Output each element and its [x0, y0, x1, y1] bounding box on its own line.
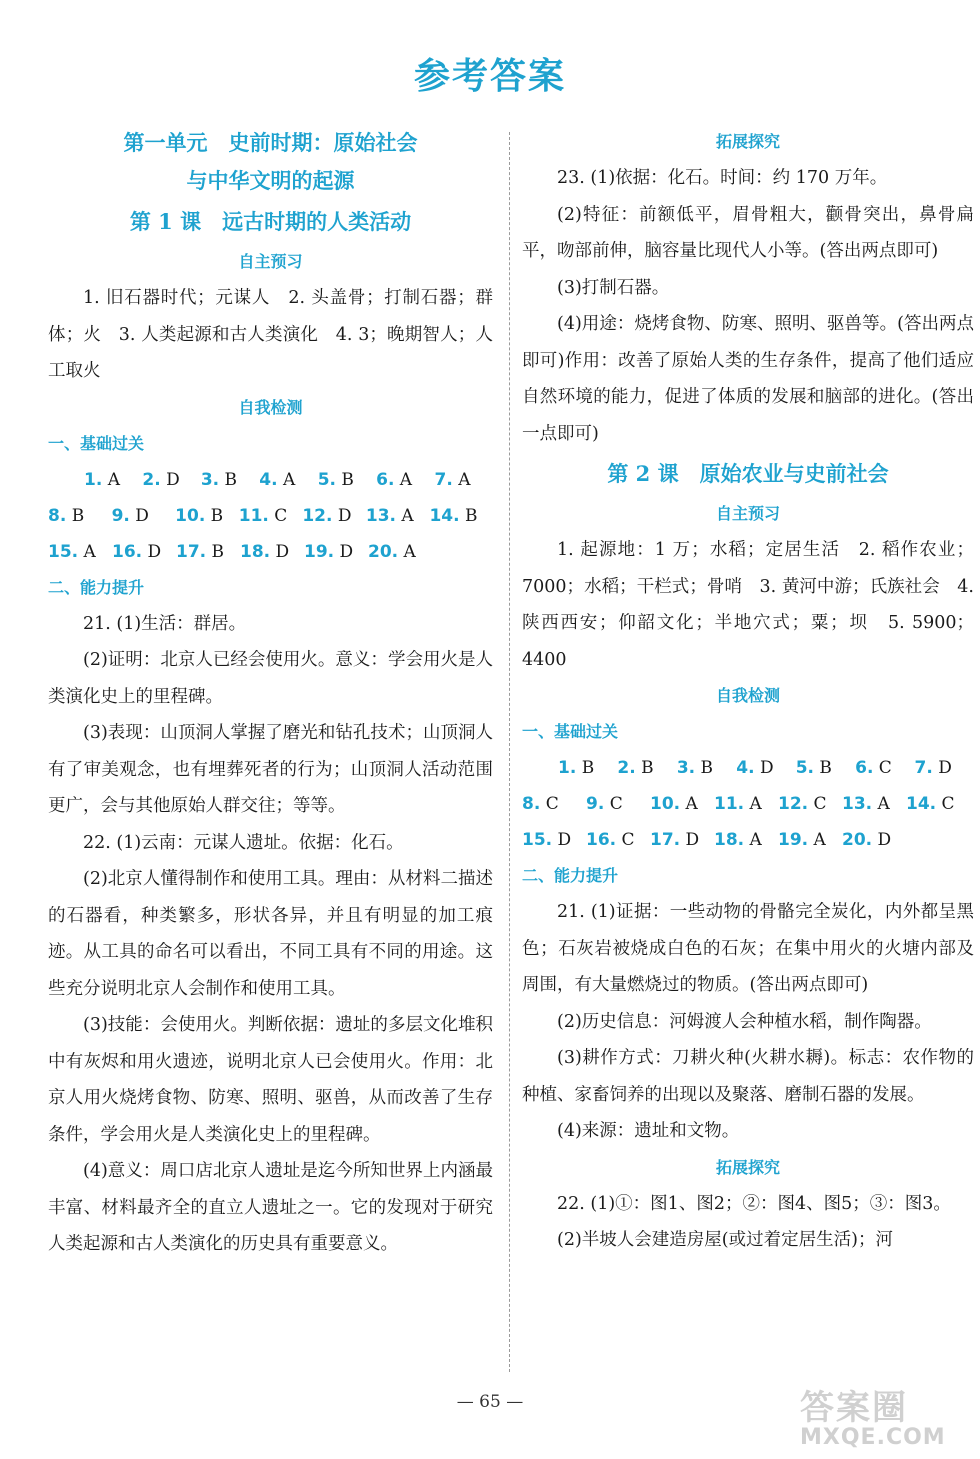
mc-number: 10. — [650, 794, 681, 814]
q23-line: 23. (1)依据：化石。时间：约 170 万年。 — [557, 168, 888, 188]
q21-line: (3)表现：山顶洞人掌握了磨光和钻孔技术；山顶洞人有了审美观念，也有埋葬死者的行为；山顶洞人活动范围更广，会与其他原始人群交往；等等。 — [48, 723, 493, 816]
q22-line: (2)北京人懂得制作和使用工具。理由：从材料二描述的石器看，种类繁多，形状各异，并且有明显的加工痕迹。从工具的命名可以看出，不同工具有不同的用途。这些充分说明北京人会制作和使用工具。 — [48, 869, 493, 999]
mc-answer — [48, 498, 112, 534]
mc-answer — [778, 786, 842, 822]
mc-letter: D — [754, 758, 774, 778]
mc-answer — [778, 822, 842, 858]
mc-letter: A — [277, 469, 296, 490]
mc-row — [522, 822, 974, 858]
mc-number: 9. — [111, 505, 130, 526]
column-divider — [509, 132, 510, 1372]
mc-letter: B — [206, 541, 225, 562]
q21-line: (3)耕作方式：刀耕火种(火耕水耨)。标志：农作物的种植、家畜饲养的出现以及聚落、磨制石器的发展。 — [522, 1048, 974, 1105]
mc-answer — [112, 498, 176, 534]
q23-line: (2)特征：前额低平，眉骨粗大，颧骨突出，鼻骨扁平，吻部前伸，脑容量比现代人小等。(答出两点即可) — [522, 204, 974, 261]
q22-line: (2)半坡人会建造房屋(或过着定居生活)；河 — [557, 1230, 893, 1250]
ability-heading: 二、能力提升 — [48, 577, 145, 597]
mc-number: 19. — [304, 541, 335, 562]
mc-row — [522, 750, 974, 786]
mc-answer — [558, 750, 617, 786]
mc-answer — [318, 462, 376, 498]
mc-number: 12. — [302, 505, 333, 526]
mc-letter: B — [576, 758, 595, 778]
mc-answer — [906, 786, 970, 822]
mc-answer — [677, 750, 736, 786]
mc-answer — [302, 498, 366, 534]
mc-answer — [112, 534, 176, 570]
lesson-2-title: 第 2 课 原始农业与史前社会 — [607, 461, 889, 486]
basic-heading: 一、基础过关 — [48, 433, 145, 453]
mc-letter: A — [744, 830, 762, 850]
mc-number: 16. — [112, 541, 143, 562]
mc-answer — [855, 750, 914, 786]
mc-number: 11. — [714, 794, 745, 814]
q21-line: (2)证明：北京人已经会使用火。意义：学会用火是人类演化史上的里程碑。 — [48, 650, 493, 707]
mc-row — [48, 498, 493, 534]
lesson-1-title: 第 1 课 远古时期的人类活动 — [129, 209, 412, 234]
ability-heading: 二、能力提升 — [522, 866, 619, 885]
mc-answer — [714, 822, 778, 858]
mc-letter: B — [66, 505, 85, 526]
mc-answer — [915, 750, 974, 786]
q23-line: (4)用途：烧烤食物、防寒、照明、驱兽等。(答出两点即可)作用：改善了原始人类的生存条件，提高了他们适应自然环境的能力，促进了体质的发展和脑部的进化。(答出一点即可) — [522, 314, 974, 444]
q21-line: (4)来源：遗址和文物。 — [557, 1121, 740, 1141]
mc-answer — [522, 786, 586, 822]
mc-letter: A — [398, 541, 416, 562]
mc-number: 2. — [142, 469, 161, 490]
preview-heading: 自主预习 — [715, 504, 780, 523]
q22-line: (4)意义：周口店北京人遗址是迄今所知世界上内涵最丰富、材料最齐全的直立人遗址之一。它的发现对于研究人类起源和古人类演化的历史具有重要意义。 — [48, 1161, 493, 1254]
mc-letter: C — [604, 794, 623, 814]
mc-answer — [176, 534, 240, 570]
self-check-heading: 自我检测 — [715, 686, 780, 705]
watermark-url: MXQE.COM — [800, 1425, 946, 1450]
mc-number: 5. — [317, 469, 336, 490]
mc-answer — [522, 822, 586, 858]
mc-answers — [48, 462, 493, 570]
q21-line: 21. (1)证据：一些动物的骨骼完全炭化，内外都呈黑色；石灰岩被烧成白色的石灰；在集中用火的火塘内部及周围，有大量燃烧过的物质。(答出两点即可) — [522, 902, 974, 995]
mc-number: 20. — [842, 830, 873, 850]
preview-answers: 1. 旧石器时代；元谋人 2. 头盖骨；打制石器；群体；火 3. 人类起源和古人类演化 4. 3；晚期智人；人工取火 — [48, 288, 493, 381]
mc-answer — [240, 534, 304, 570]
mc-number: 14. — [906, 794, 937, 814]
mc-number: 3. — [676, 758, 696, 778]
mc-letter: B — [813, 758, 832, 778]
mc-letter: A — [102, 469, 120, 490]
mc-letter: D — [872, 830, 892, 850]
mc-letter: D — [129, 505, 149, 526]
mc-answer — [366, 498, 430, 534]
mc-answer — [586, 822, 650, 858]
mc-answer — [304, 534, 368, 570]
mc-letter: D — [142, 541, 162, 562]
mc-letter: A — [872, 794, 890, 814]
mc-answers — [522, 750, 974, 858]
mc-number: 13. — [842, 794, 873, 814]
explore-heading: 拓展探究 — [715, 1157, 780, 1177]
mc-letter: A — [680, 794, 698, 814]
mc-letter: B — [695, 758, 714, 778]
mc-answer — [617, 750, 676, 786]
mc-answer — [376, 462, 434, 498]
mc-row — [522, 786, 974, 822]
mc-number: 15. — [522, 830, 553, 850]
mc-letter: C — [616, 830, 635, 850]
mc-number: 9. — [586, 794, 605, 814]
mc-number: 16. — [586, 830, 617, 850]
mc-number: 6. — [855, 758, 874, 778]
page-number: — 65 — — [456, 1392, 524, 1412]
mc-number: 7. — [434, 469, 453, 490]
mc-answer — [239, 498, 303, 534]
mc-answer — [429, 498, 493, 534]
mc-number: 11. — [238, 505, 269, 526]
basic-heading: 一、基础过关 — [522, 722, 619, 741]
mc-answer — [259, 462, 317, 498]
mc-letter: D — [332, 505, 352, 526]
q21-line: (2)历史信息：河姆渡人会种植水稻，制作陶器。 — [557, 1011, 932, 1032]
left-column — [48, 124, 493, 1263]
mc-answer — [842, 822, 906, 858]
mc-answer — [84, 462, 142, 498]
mc-number: 18. — [714, 830, 745, 850]
mc-letter: A — [396, 505, 414, 526]
mc-number: 14. — [429, 505, 460, 526]
q22-line: 22. (1)①：图1、图2；②：图4、图5；③：图3。 — [557, 1193, 951, 1214]
unit-title-line2: 与中华文明的起源 — [186, 168, 355, 193]
mc-answer — [714, 786, 778, 822]
mc-letter: A — [78, 541, 96, 562]
watermark-logo — [800, 1380, 970, 1452]
unit-title-line1: 第一单元 史前时期：原始社会 — [123, 130, 418, 155]
mc-number: 13. — [365, 505, 397, 526]
mc-number: 4. — [736, 758, 755, 778]
mc-answer — [48, 534, 112, 570]
mc-letter: B — [205, 505, 224, 526]
mc-letter: D — [552, 830, 572, 850]
mc-letter: A — [808, 830, 826, 850]
mc-letter: D — [932, 758, 952, 778]
self-check-heading: 自我检测 — [238, 397, 303, 417]
mc-answer — [201, 462, 259, 498]
mc-letter: D — [680, 830, 700, 850]
mc-row — [48, 462, 493, 498]
watermark-text: 答案圈 — [800, 1388, 908, 1428]
mc-letter: B — [635, 758, 654, 778]
mc-answer — [796, 750, 855, 786]
mc-answer — [650, 786, 714, 822]
mc-number: 3. — [200, 469, 220, 490]
preview-heading: 自主预习 — [238, 252, 303, 271]
mc-answer — [650, 822, 714, 858]
explore-heading: 拓展探究 — [715, 132, 780, 151]
page-title: 参考答案 — [413, 56, 566, 97]
mc-number: 1. — [558, 758, 577, 778]
mc-number: 8. — [48, 505, 67, 526]
mc-number: 7. — [914, 758, 933, 778]
mc-letter: B — [459, 505, 478, 526]
mc-letter: C — [936, 794, 955, 814]
mc-number: 20. — [368, 541, 399, 562]
mc-answer — [368, 534, 432, 570]
mc-letter: B — [219, 469, 238, 490]
mc-answer — [736, 750, 795, 786]
preview-answers: 1. 起源地：1 万；水稻；定居生活 2. 稻作农业；7000；水稻；干栏式；骨哨 3. 黄河中游；氏族社会 4. 陕西西安；仰韶文化；半地穴式；粟；坝 5. 5900；4400 — [522, 540, 974, 670]
mc-letter: C — [808, 794, 827, 814]
mc-answer — [586, 786, 650, 822]
mc-answer — [175, 498, 239, 534]
mc-number: 2. — [617, 758, 636, 778]
mc-letter: C — [540, 794, 559, 814]
mc-letter: D — [160, 469, 180, 490]
mc-letter: B — [335, 469, 354, 490]
mc-number: 19. — [778, 830, 809, 850]
mc-answer — [142, 462, 200, 498]
mc-number: 6. — [376, 469, 395, 490]
mc-letter: C — [873, 758, 892, 778]
q22-line: (3)技能：会使用火。判断依据：遗址的多层文化堆积中有灰烬和用火遗迹，说明北京人已会使用火。作用：北京人用火烧烤食物、防寒、照明、驱兽，从而改善了生存条件，学会用火是人类演化史上的里程碑。 — [48, 1015, 493, 1145]
mc-number: 17. — [650, 830, 681, 850]
mc-number: 5. — [795, 758, 814, 778]
mc-letter: D — [334, 541, 354, 562]
mc-number: 12. — [778, 794, 809, 814]
mc-letter: A — [452, 469, 471, 490]
mc-number: 10. — [175, 505, 206, 526]
mc-letter: A — [394, 469, 413, 490]
q21-line: 21. (1)生活：群居。 — [83, 613, 247, 634]
mc-answer — [435, 462, 493, 498]
mc-number: 17. — [176, 541, 207, 562]
mc-number: 8. — [522, 794, 541, 814]
q22-line: 22. (1)云南：元谋人遗址。依据：化石。 — [83, 832, 404, 853]
mc-letter: C — [268, 505, 288, 526]
q23-line: (3)打制石器。 — [557, 277, 670, 298]
mc-letter: A — [744, 794, 762, 814]
mc-row — [48, 534, 493, 570]
mc-number: 4. — [259, 469, 278, 490]
right-column — [522, 124, 974, 1259]
mc-number: 18. — [240, 541, 271, 562]
mc-letter: D — [270, 541, 290, 562]
mc-answer — [842, 786, 906, 822]
mc-number: 15. — [48, 541, 79, 562]
mc-number: 1. — [84, 469, 103, 490]
